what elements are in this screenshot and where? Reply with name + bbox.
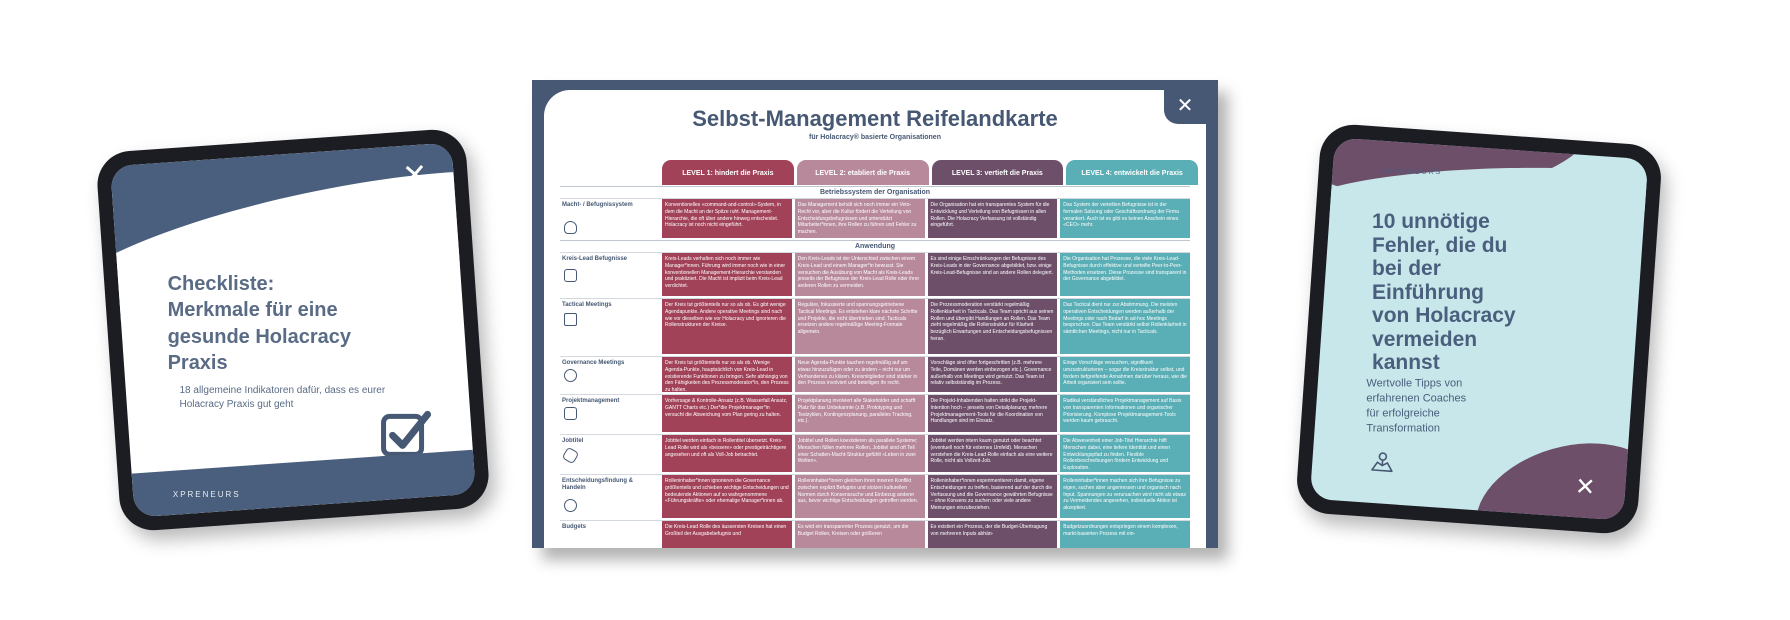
row-label-text: Budgets — [562, 524, 586, 530]
row-label — [560, 435, 659, 472]
mistakes-title-line: Einführung — [1372, 280, 1485, 304]
row-label — [560, 395, 659, 432]
mistakes-subtitle-line: Transformation — [1366, 421, 1440, 434]
table-cell: Das Tactical dient nur zur Abstimmung. Die meisten operativen Entscheidungen werden außerhalb der Meetings oder nach Bedarf in ad-hoc Meetings besprochen. Das Team verstärkt selbst Rollenklarheit in sämtlichen Meetings, nicht nur in Tacticals. — [1060, 299, 1190, 354]
row-label-text: Projektmanagement — [562, 398, 620, 404]
table-cell: Radikal verständliches Projektmanagement auf Basis von transparenten Informationen und organischer Priorisierung. Komplexe Projektmanagement-Tools werden kaum gebraucht. — [1060, 395, 1190, 432]
mistakes-title — [1372, 210, 1612, 375]
brand-name: XPRENEURS — [172, 489, 241, 499]
mistakes-title-line: Fehler, die du — [1372, 233, 1508, 257]
right-tablet — [1295, 123, 1663, 536]
table-cell: Rolleninhaber*innen gleichen ihren inneren Konflikt zwischen explizit Befugnis und stolzen kulturellen Normen durch Konsenssuche und Einbezug anderer aus, bevor wichtige Entscheidungen getroffen werden. — [795, 475, 925, 518]
row-label-text: Governance Meetings — [562, 360, 625, 366]
row-label — [560, 475, 659, 518]
row-label-text: Jobtitel — [562, 438, 584, 444]
brand-name: XPRENEURS — [1380, 168, 1443, 176]
document-subtitle: für Holacracy® basierte Organisationen — [809, 134, 941, 141]
table-cell: Das System der verteilten Befugnisse ist in der formalen Satzung oder Geschäftsordnung der Firma verankert. Auch ist es gibt es keinen Anschein eines «CEO» mehr. — [1060, 199, 1190, 238]
section-heading: Anwendung — [560, 240, 1190, 252]
table-cell: Das Management behält sich noch immer ein Veto-Recht vor, aber die Kultur fördert die Verteilung von Entscheidungsbefugnissen und unterstützt Mitarbeiter*innen, ihre Rollen zu führen und Fehler zu machen. — [795, 199, 925, 238]
table-cell: Die Organisation hat Prozesse, die viele Kreis-Lead-Befugnisse durch effektive und verteilte Peer-to-Peer-Methoden ersetzen. Diese Prozesse sind transparent in der Governance abgebildet. — [1060, 253, 1190, 296]
mistakes-title-line: kannst — [1372, 351, 1440, 375]
checklist-title-line: gesunde Holacracy — [167, 325, 351, 348]
checklist-title-line: Praxis — [167, 352, 228, 375]
table-cell: Jobtitel und Rollen koexistieren als parallele Systeme; Menschen füllen mehrere Rollen, Jobtitel sind oft Teil einer Schatten-Macht-Struktur gefühlt «Leben in zwei Welten». — [795, 435, 925, 472]
row-label-text: Entscheidungsfindung & Handeln — [562, 478, 633, 492]
map-icon — [1370, 449, 1396, 475]
table-cell: Projektplanung involviert alle Stakeholder und schafft Platz für das Unbekannte (z.B. Prototyping und Testzyklen, Kontingenzplanung, paralleles Tracking, etc.). — [795, 395, 925, 432]
checklist-subtitle: 18 allgemeine Indikatoren dafür, dass es eurer Holacracy Praxis gut geht — [179, 385, 386, 411]
table-cell: Konventionelles «command-and-control»-System, in dem die Macht an der Spitze ruht. Management-Hierarchie, die oft über andere hinweg entscheidet. Holacracy ist noch nicht eingeführt. — [662, 199, 792, 238]
mistakes-subtitle-line: für erfolgreiche — [1366, 406, 1440, 419]
mistakes-title-line: 10 unnötige — [1372, 210, 1490, 234]
checklist-title — [162, 271, 462, 377]
right-tablet-screen — [1310, 137, 1648, 520]
row-label — [560, 521, 659, 548]
table-cell: Der Kreis tut größtenteils nur so als ob. Wenige Agenda-Punkte, hauptsächlich von Kreis-Lead in existierende Funktionen zu bringen. Sehr abhängig von den Fähigkeiten des Prozessmoderator*in, den Prozess zu halten. — [662, 357, 792, 392]
badge-icon — [564, 269, 577, 282]
table-cell: Vorhersage & Kontrolle-Ansatz (z.B. Wasserfall Ansatz, GANTT Charts etc.) Der*die Projektmanager*in versucht die Abweichung vom Plan gering zu halten. — [662, 395, 792, 432]
hexagon-icon — [562, 447, 580, 465]
document-title: Selbst-Management Reifelandkarte — [692, 106, 1058, 131]
mistakes-subtitle-line: Wertvolle Tipps von — [1366, 377, 1463, 390]
table-cell: Die Organisation hat ein transparentes System für die Entwicklung und Verteilung von Befugnissen in allen Rollen. Die Holacracy Verfassung ist vollständig eingeführt. — [928, 199, 1058, 238]
table-cell: Budgetzuordnungen entspringen einem komplexen, markt-basierten Prozess mit ein- — [1060, 521, 1190, 548]
row-label — [560, 253, 659, 296]
mistakes-title-line: vermeiden — [1372, 327, 1478, 351]
document-page — [544, 90, 1206, 548]
row-label-text: Kreis-Lead Befugnisse — [562, 256, 628, 262]
xpreneurs-logo-icon: ✕ — [401, 158, 429, 193]
table-row — [560, 520, 1190, 548]
row-label-text: Tactical Meetings — [562, 302, 612, 308]
left-tablet-screen — [110, 143, 476, 518]
governance-globe-icon — [564, 369, 577, 382]
table-row — [560, 252, 1190, 296]
mistakes-title-line: bei der — [1372, 257, 1441, 281]
xpreneurs-logo-icon: ✕ — [1574, 473, 1597, 502]
level-header: LEVEL 2: etabliert die Praxis — [797, 160, 929, 185]
row-label — [560, 299, 659, 354]
level-headers — [662, 160, 1198, 185]
table-row — [560, 356, 1190, 392]
left-tablet — [95, 128, 491, 533]
mistakes-title-line: von Holacracy — [1372, 304, 1516, 328]
level-header: LEVEL 4: entwickelt die Praxis — [1066, 160, 1198, 185]
table-cell: Jobtitel werden intern kaum genutzt oder beachtet (eventuell noch für externes Umfeld). Menschen verstehen die Kreis-Lead Rolle einfach als eine weitere Rolle, nicht als Vollzeit-Job. — [928, 435, 1058, 472]
clipboard-icon — [564, 407, 577, 420]
table-row — [560, 298, 1190, 354]
level-header: LEVEL 1: hindert die Praxis — [662, 160, 794, 185]
row-label — [560, 357, 659, 392]
mistakes-subtitle — [1366, 376, 1566, 435]
right-tablet-corner-shape — [1461, 423, 1648, 521]
table-cell: Jobtitel werden einfach in Rollentitel übersetzt. Kreis-Lead Rolle wird als «bessere» oder prestigeträchtigere angesehen und oft als Voll-Job betrachtet. — [662, 435, 792, 472]
table-row — [560, 198, 1190, 238]
table-row — [560, 434, 1190, 472]
table-cell: Der Kreis tut größtenteils nur so als ob. Es gibt wenige Agendapunkte. Andere operative Meetings sind nach wie vor dieselben wie vor Holacracy und ignorieren die Rollenstrukturen der Kreise. — [662, 299, 792, 354]
table-cell: Rolleninhaber*innen experimentieren damit, eigene Entscheidungen zu treffen, basierend auf der durch die Verfassung und die Governance gewährten Befugnisse – ohne Konsens zu suchen oder viele andere Meinungen einzubeziehen. — [928, 475, 1058, 518]
table-cell: Vorschläge sind öfter fortgeschritten (z.B. mehrere Teile, Domänen werden einbezogen etc.). Governance außerhalb von Meetings wird genutzt. Das Team ist relativ selbstständig im Prozess. — [928, 357, 1058, 392]
table-cell: Rolleninhaber*innen machen sich ihre Befugnisse zu eigen, suchen aber angemessen und organisch nach Input. Spannungen zu verursachen wird nicht als etwas zu Vermeidendes angesehen, individuelle Aktion ist akzeptiert. — [1060, 475, 1190, 518]
table-cell: Es sind einige Einschränkungen der Befugnisse des Kreis-Leads in der Governance abgebildet, bzw. einige Kreis-Lead-Befugnisse sind an andere Rollen delegiert. — [928, 253, 1058, 296]
section-heading: Betriebssystem der Organisation — [560, 186, 1190, 198]
table-cell: Die Prozessmoderation verstärkt regelmäßig Rollenklarheit in Tacticals. Das Team spricht aus seinen Rollen und übergibt Handlungen an Rollen. Das Team zieht regelmäßig die Rollenstruktur für Klarheit bezüglich Erwartungen und Entscheidungsbefugnissen heran. — [928, 299, 1058, 354]
maturity-map-document — [532, 80, 1218, 548]
mistakes-subtitle-line: erfahrenen Coaches — [1366, 392, 1467, 405]
table-cell: Neue Agenda-Punkte tauchen regelmäßig auf um etwas hinzuzufügen oder zu ändern – nicht nur um Verhandenes zu klären. Kreismitglieder sind stärker in den Prozess involviert und beteiligen ihr recht. — [795, 357, 925, 392]
left-tablet-footer-band — [132, 450, 476, 518]
document-logo-icon: ✕ — [1164, 90, 1206, 124]
checklist-title-line: Checkliste: — [167, 273, 275, 296]
table-cell: Den Kreis-Leads ist der Unterschied zwischen einem Kreis-Lead und einem Manager*in bewusst. Sie versuchen die Ausübung von Macht als Kreis-Leads jenseits der Befugnisse der Kreis-Lead Rolle oder ihrer anderen Rollen zu vermeiden. — [795, 253, 925, 296]
table-cell: Rolleninhaber*innen ignorieren die Governance größtenteils und schieben wichtige Entscheidungen und bedeutende Aktionen auf so wahrgenommene «Führungskräfte» oder ehemalige Manager*innen ab. — [662, 475, 792, 518]
table-cell: Reguläre, fokussierte und spannungsgetriebene Tactical Meetings. Es entstehen klare nächste Schritte und Projekte, die nicht übertrieben sind. Tacticals ersetzen andere regelmäßige Meeting-Formate allgemein. — [795, 299, 925, 354]
row-label — [560, 199, 659, 238]
meeting-table-icon — [564, 313, 577, 326]
table-cell: Die Projekt-Inhabenden halten strikt die Projekt-Intention hoch – jenseits von Detailplanung; mehrere Projektmanagement-Tools für die Koordination von Handlungen sind im Einsatz. — [928, 395, 1058, 432]
table-cell: Einige Vorschläge versuchen, signifikant umzustrukturieren – sogar die Kreisstruktur selbst, und fordern tiefgreifende Annahmen darüber heraus, wie die Arbeit organisiert sein sollte. — [1060, 357, 1190, 392]
table-cell: Die Abwesenheit einer Job-Titel Hierarchie hilft Menschen dabei, eine tiefere Identität und einen Entwicklungspfad zu finden. Flexible Rollenbeschreibungen fördern Entwicklung und Exploration. — [1060, 435, 1190, 472]
table-cell: Es wird ein transparenter Prozess genutzt, um die Budget Rollen, Kreisen oder größeren — [795, 521, 925, 548]
level-header: LEVEL 3: vertieft die Praxis — [932, 160, 1064, 185]
shield-icon — [564, 221, 577, 234]
table-cell: Es existiert ein Prozess, der die Budget-Übertragung von mehreren Inputs abhän- — [928, 521, 1058, 548]
table-row — [560, 394, 1190, 432]
checklist-title-line: Merkmale für eine — [167, 299, 338, 322]
table-cell: Kreis-Leads verhalten sich noch immer wie Manager*innen. Führung wird immer noch wie in einer konventionellen Management-Hierarchie verstanden und praktiziert. Die Macht ist implizit beim Kreis-Lead verdichtet. — [662, 253, 792, 296]
table-row — [560, 474, 1190, 518]
handshake-icon — [564, 499, 577, 512]
row-label-text: Macht- / Befugnissystem — [562, 202, 633, 208]
table-cell: Die Kreis-Lead Rolle des äussersten Kreises hat einen Großteil der Ausgabebefugnis und — [662, 521, 792, 548]
